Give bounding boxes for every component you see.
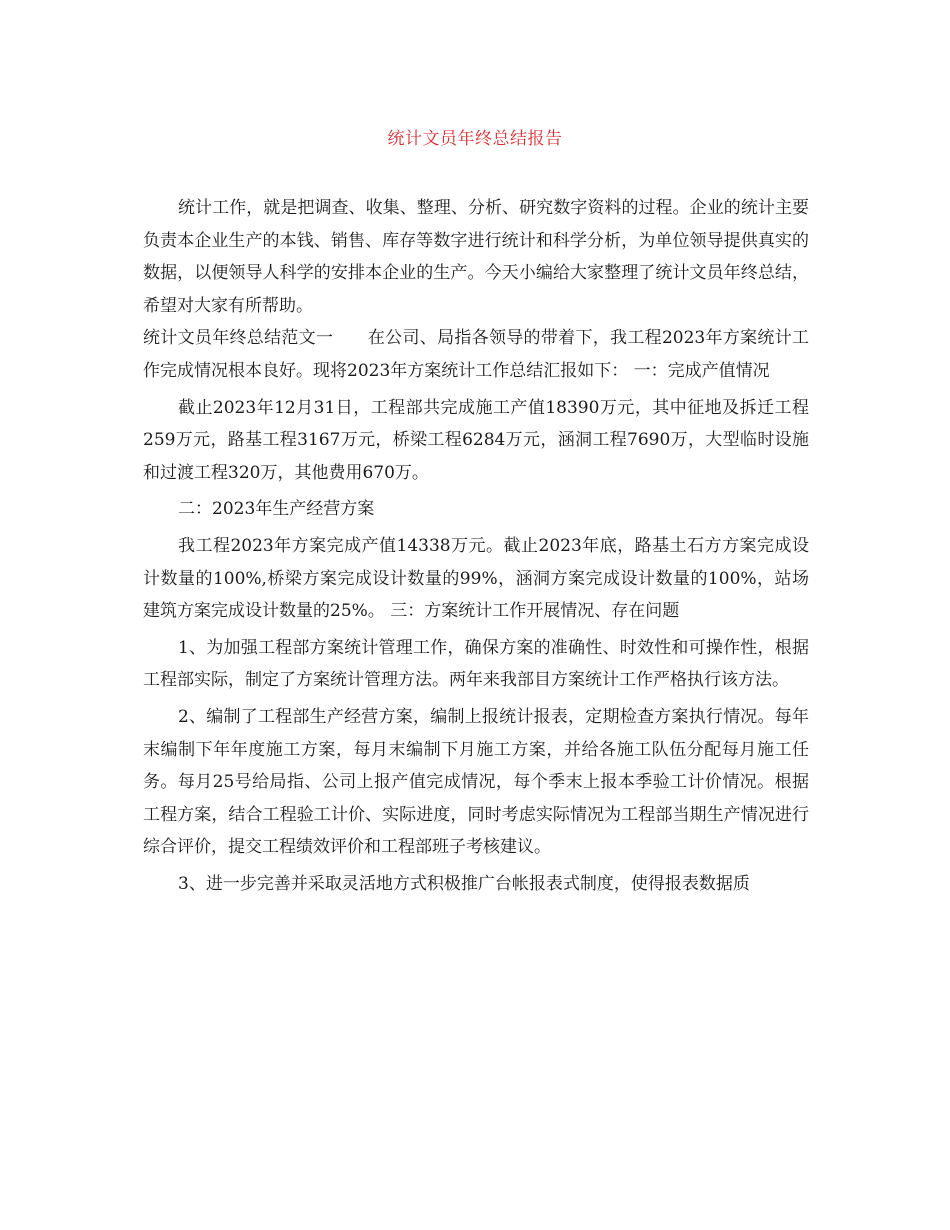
paragraph-heading-plan: 二：2023年生产经营方案 xyxy=(178,499,375,520)
paragraph-section-one: 统计文员年终总结范文一 在公司、局指各领导的带着下，我工程2023年方案统计工作完成情况根本良好。现将2023年方案统计工作总结汇报如下： 一：完成产值情况 xyxy=(143,328,809,381)
paragraph-item-2: 2、编制了工程部生产经营方案，编制上报统计报表，定期检查方案执行情况。每年末编制下年年度施工方案，每月末编制下月施工方案，并给各施工队伍分配每月施工任务。每月25号给局指、公司上报产值完成情况，每个季末上报本季验工计价情况。根据工程方案，结合工程验工计价、实际进度，同时考虑实际情况为工程部当期生产情况进行综合评价，提交工程绩效评价和工程部班子考核建议。 xyxy=(143,706,809,858)
document-body xyxy=(143,192,809,900)
document-title: 统计文员年终总结报告 xyxy=(387,129,563,149)
paragraph-item-3: 3、进一步完善并采取灵活地方式积极推广台帐报表式制度，使得报表数据质 xyxy=(178,873,750,894)
paragraph-intro: 统计工作，就是把调查、收集、整理、分析、研究数字资料的过程。企业的统计主要负责本企业生产的本钱、销售、库存等数字进行统计和科学分析，为单位领导提供真实的数据，以便领导人科学的安排本企业的生产。今天小编给大家整理了统计文员年终总结，希望对大家有所帮助。 xyxy=(143,198,809,316)
paragraph-output-value: 截止2023年12月31日，工程部共完成施工产值18390万元，其中征地及拆迁工程259万元，路基工程3167万元，桥梁工程6284万元，涵洞工程7690万，大型临时设施和过渡工程320万，其他费用670万。 xyxy=(143,397,809,483)
paragraph-plan-completion: 我工程2023年方案完成产值14338万元。截止2023年底，路基土石方方案完成设计数量的100%,桥梁方案完成设计数量的99%，涵洞方案完成设计数量的100%，站场建筑方案完成设计数量的25%。 三：方案统计工作开展情况、存在问题 xyxy=(143,535,809,622)
paragraph-item-1: 1、为加强工程部方案统计管理工作，确保方案的准确性、时效性和可操作性，根据工程部实际，制定了方案统计管理方法。两年来我部目方案统计工作严格执行该方法。 xyxy=(143,637,809,691)
